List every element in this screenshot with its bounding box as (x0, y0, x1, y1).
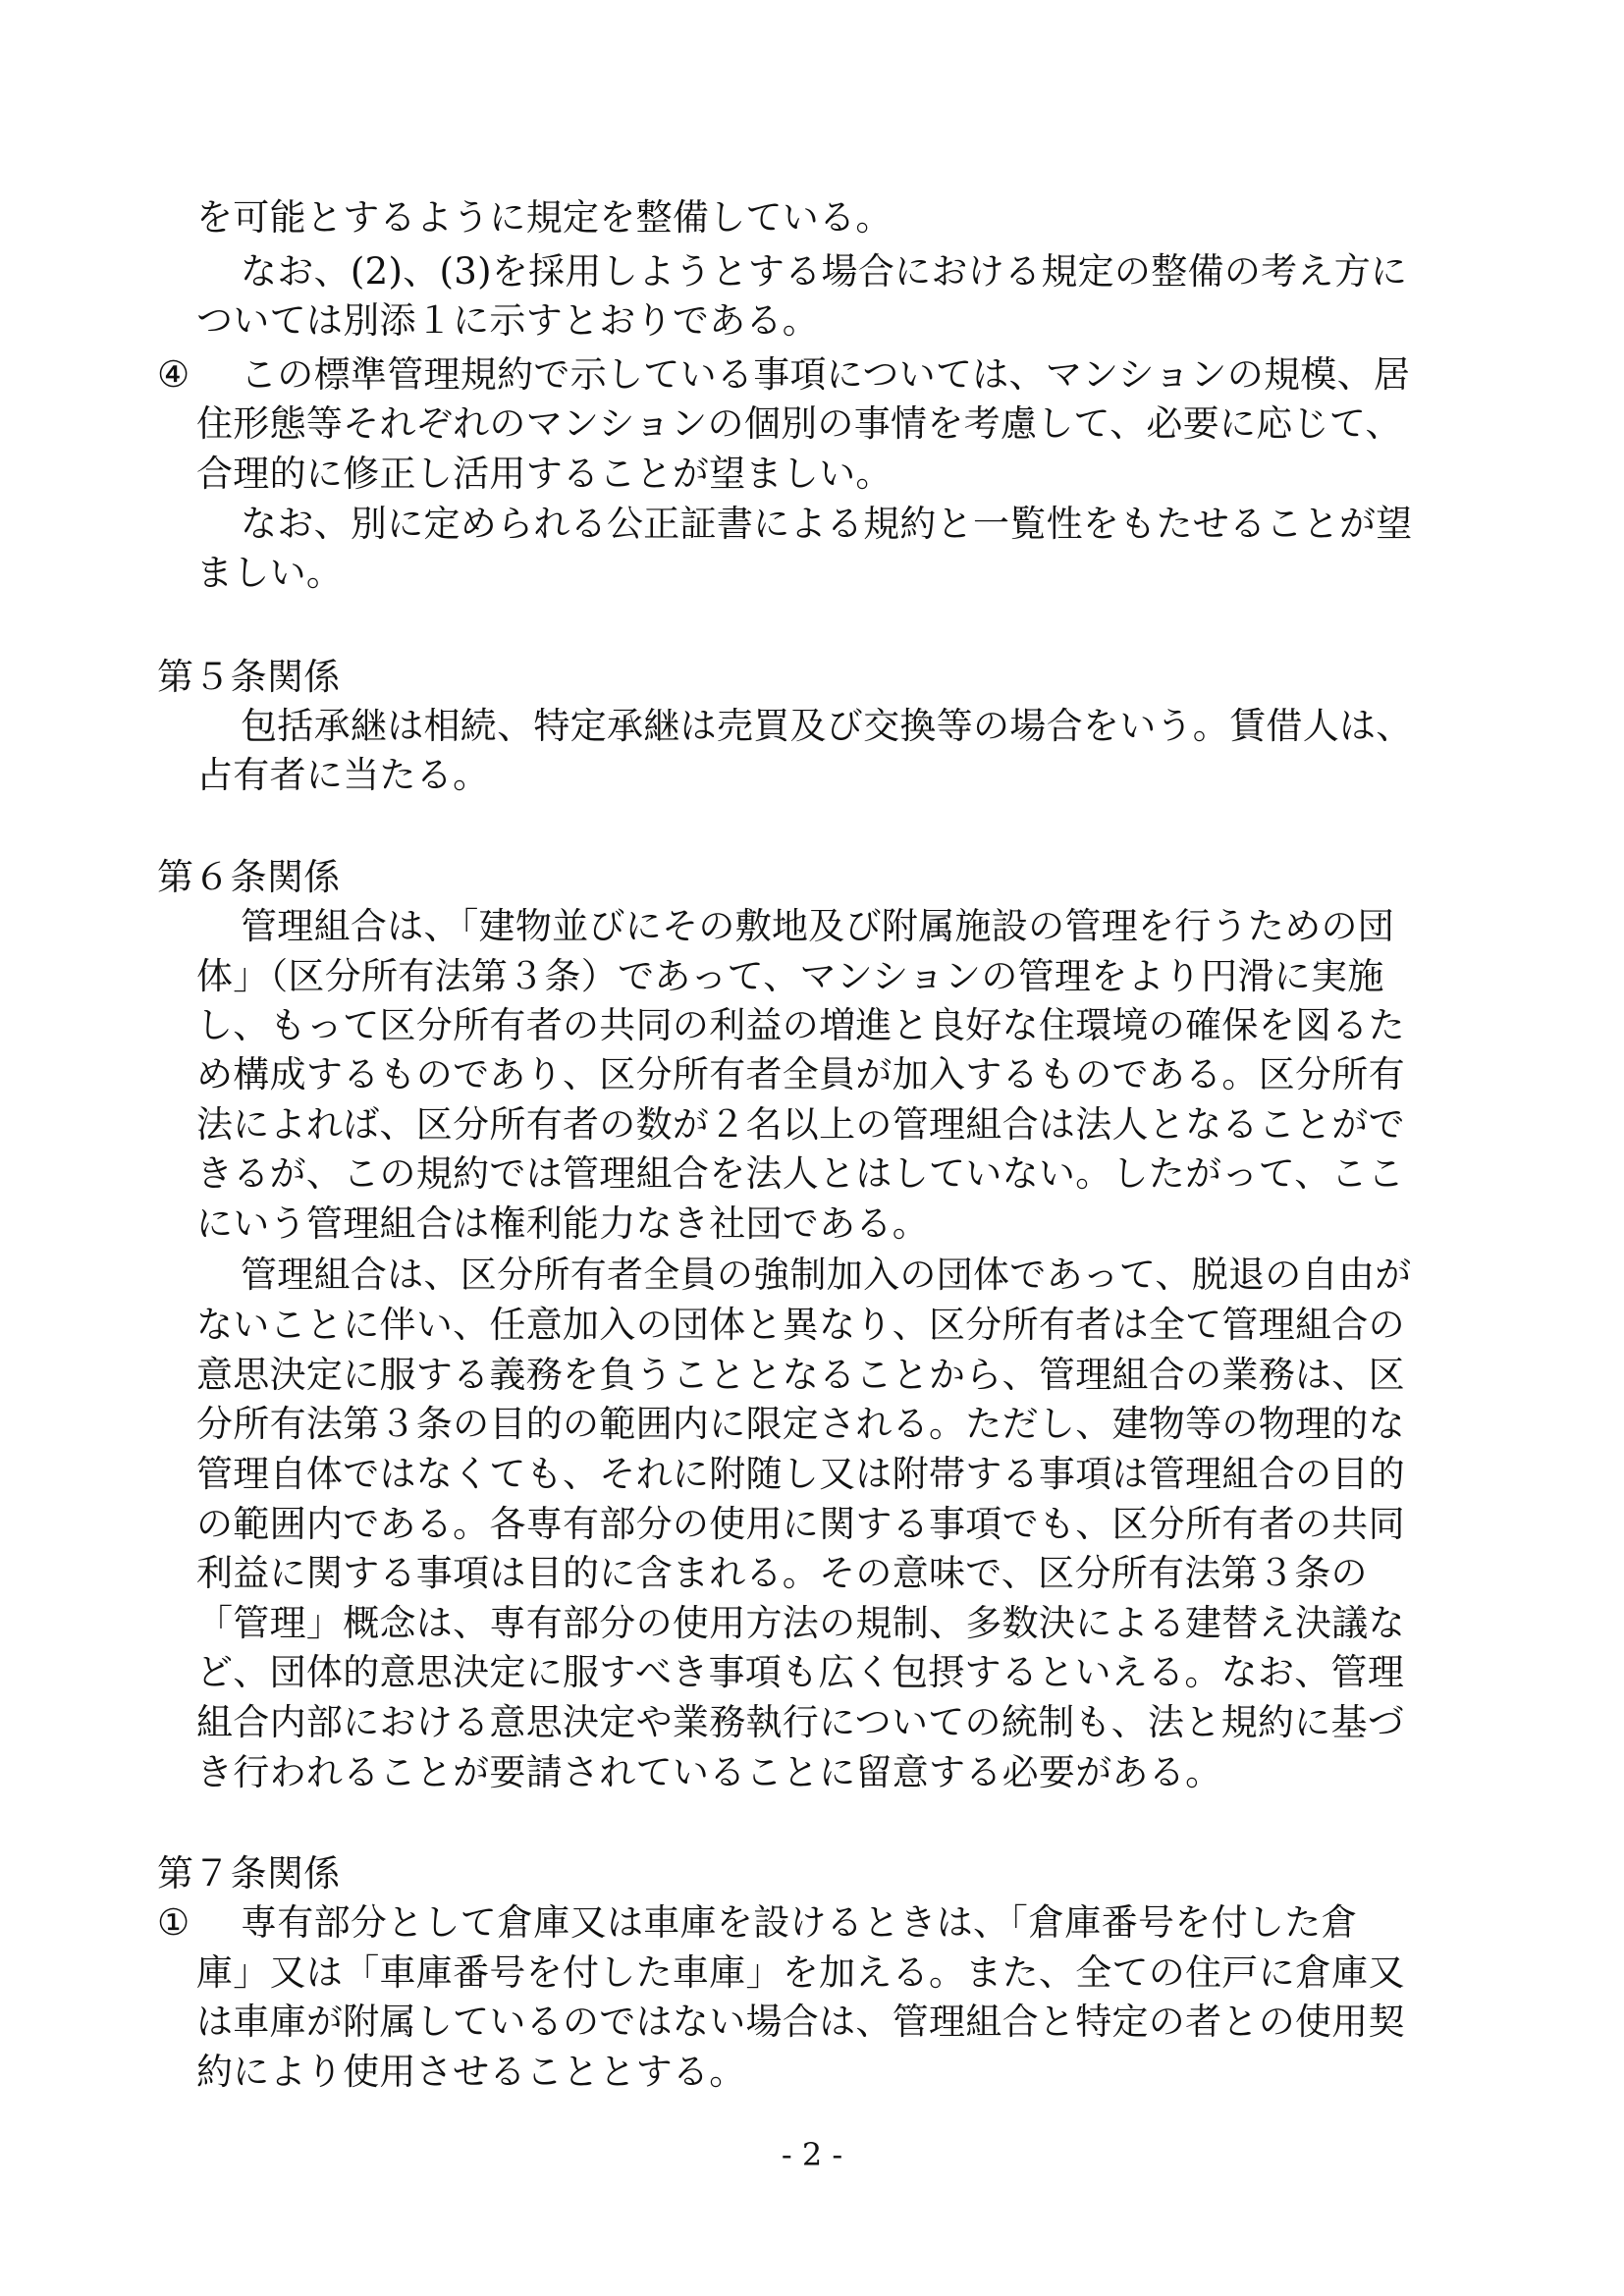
article6-para2-line: 意思決定に服する義務を負うこととなることから、管理組合の業務は、区 (196, 1354, 1405, 1396)
article6-para2-line: き行われることが要請されていることに留意する必要がある。 (196, 1751, 1222, 1793)
article6-para1-line: きるが、この規約では管理組合を法人とはしていない。したがって、ここ (196, 1152, 1405, 1195)
item-marker: ① (157, 1901, 190, 1944)
item4-note-line: なお、別に定められる公正証書による規約と一覧性をもたせることが望 (241, 503, 1413, 545)
article7-item1-line: は車庫が附属しているのではない場合は、管理組合と特定の者との使用契 (196, 2001, 1405, 2043)
article6-para2-line: 管理自体ではなくても、それに附随し又は附帯する事項は管理組合の目的 (196, 1453, 1405, 1495)
intro-line: を可能とするように規定を整備している。 (196, 196, 893, 239)
article5-line: 包括承継は相続、特定承継は売買及び交換等の場合をいう。賃借人は、 (241, 705, 1413, 747)
item-marker: ④ (157, 353, 190, 396)
article7-item1-line: 約により使用させることとする。 (196, 2051, 746, 2093)
item4-line: この標準管理規約で示している事項については、マンションの規模、居 (241, 353, 1411, 396)
article6-para2-line: の範囲内である。各専有部分の使用に関する事項でも、区分所有者の共同 (196, 1503, 1405, 1545)
intro-note-line: なお、(2)、(3)を採用しようとする場合における規定の整備の考え方に (241, 250, 1408, 293)
article6-para1-line: 管理組合は、「建物並びにその敷地及び附属施設の管理を行うための団 (241, 905, 1395, 947)
article6-para2-line: 利益に関する事項は目的に含まれる。その意味で、区分所有法第３条の (196, 1552, 1368, 1594)
article5-line: 占有者に当たる。 (196, 754, 490, 796)
item4-line: 合理的に修正し活用することが望ましい。 (196, 453, 893, 495)
article6-para2-line: 「管理」概念は、専有部分の使用方法の規制、多数決による建替え決議な (196, 1602, 1405, 1644)
article6-para1-line: にいう管理組合は権利能力なき社団である。 (196, 1202, 929, 1245)
article6-para2-line: 分所有法第３条の目的の範囲内に限定される。ただし、建物等の物理的な (196, 1403, 1405, 1445)
article7-item1-line: 庫」又は「車庫番号を付した車庫」を加える。また、全ての住戸に倉庫又 (196, 1951, 1405, 1994)
article6-para2-line: ど、団体的意思決定に服すべき事項も広く包摂するといえる。なお、管理 (196, 1651, 1405, 1693)
article6-para2-line: ないことに伴い、任意加入の団体と異なり、区分所有者は全て管理組合の (196, 1304, 1405, 1346)
article6-heading: 第６条関係 (157, 856, 341, 898)
intro-note-line: ついては別添１に示すとおりである。 (196, 299, 820, 342)
article6-para1-line: め構成するものであり、区分所有者全員が加入するものである。区分所有 (196, 1053, 1405, 1095)
article6-para1-line: 体」（区分所有法第３条）であって、マンションの管理をより円滑に実施 (196, 955, 1384, 997)
article6-para1-line: し、もって区分所有者の共同の利益の増進と良好な住環境の確保を図るた (196, 1004, 1405, 1046)
article7-item1-line: 専有部分として倉庫又は車庫を設けるときは、「倉庫番号を付した倉 (241, 1901, 1358, 1944)
article6-para1-line: 法によれば、区分所有者の数が２名以上の管理組合は法人となることがで (196, 1103, 1405, 1146)
item4-note-line: ましい。 (196, 552, 344, 594)
item4-line: 住形態等それぞれのマンションの個別の事情を考慮して、必要に応じて、 (196, 402, 1402, 445)
page-number: - 2 - (781, 2136, 843, 2173)
article7-heading: 第７条関係 (157, 1852, 341, 1895)
article5-heading: 第５条関係 (157, 656, 341, 698)
article6-para2-line: 組合内部における意思決定や業務執行についての統制も、法と規約に基づ (196, 1701, 1405, 1743)
article6-para2-line: 管理組合は、区分所有者全員の強制加入の団体であって、脱退の自由が (241, 1254, 1412, 1296)
